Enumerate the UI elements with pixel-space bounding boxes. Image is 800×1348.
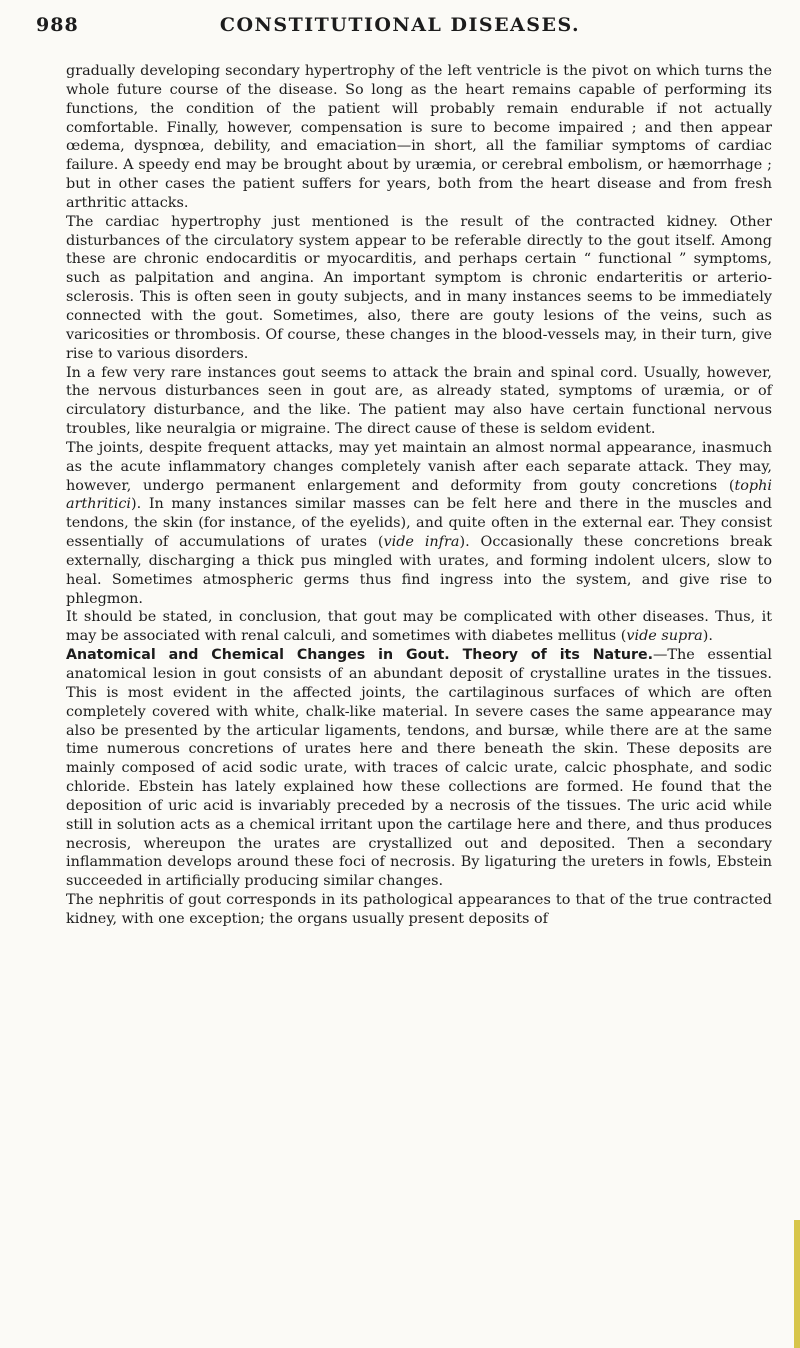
italic-term: vide infra [383,534,460,551]
section-heading: Anatomical and Chemical Changes in Gout. Theory of its Nature. [66,647,654,664]
body-text [66,62,772,929]
text-run: ). [702,628,713,645]
text-run: In a few very rare instances gout seems to attack the brain and spinal cord. Usually, however, the nervous disturbances seen in gout are, as already stated, symptoms of uræmia, or of circulatory disturbance, and the like. The patient may also have certain functional nervous troubles, like neuralgia or migraine. The direct cause of these is seldom evident. [66,364,772,438]
italic-term: vide supra [626,628,703,645]
page-number: 988 [36,14,79,36]
paragraph [66,213,772,364]
text-run: The cardiac hypertrophy just mentioned is the result of the contracted kidney. Other disturbances of the circulatory system appear to be referable directly to the gout itself. Among these are chronic endocarditis or myocarditis, and perhaps certain “ functional ” symptoms, such as palpitation and angina. An important symptom is chronic endarteritis or arterio-sclerosis. This is often seen in gouty subjects, and in many instances seems to be immediately connected with the gout. Sometimes, also, there are gouty lesions of the veins, such as varicosities or thrombosis. Of course, these changes in the blood-vessels may, in their turn, give rise to various disorders. [66,213,772,362]
running-title: CONSTITUTIONAL DISEASES. [219,14,581,36]
text-run: The joints, despite frequent attacks, may yet maintain an almost normal appearance, inasmuch as the acute inflammatory changes completely vanish after each separate attack. They may, however, undergo permanent enlargement and deformity from gouty concretions ( [66,439,772,494]
paragraph [66,608,772,646]
paragraph [66,891,772,929]
paragraph [66,439,772,609]
page-header [0,8,800,42]
text-run: The nephritis of gout corresponds in its pathological appearances to that of the true contracted kidney, with one exception; the organs usually present deposits of [66,892,772,927]
text-run: —The essential anatomical lesion in gout consists of an abundant deposit of crystalline urates in the tissues. This is most evident in the affected joints, the cartilaginous surfaces of which are often completely covered with white, chalk-like material. In severe cases the same appearance may also be presented by the articular ligaments, tendons, and bursæ, while there are at the same time numerous concretions of urates here and there beneath the skin. These deposits are mainly composed of acid sodic urate, with traces of calcic urate, calcic phosphate, and sodic chloride. Ebstein has lately explained how these collections are formed. He found that the deposition of uric acid is invariably preceded by a necrosis of the tissues. The uric acid while still in solution acts as a chemical irritant upon the cartilage here and there, and thus produces necrosis, whereupon the urates are crystallized out and deposited. Then a secondary inflammation develops around these foci of necrosis. By ligaturing the ureters in fowls, Ebstein succeeded in artificially producing similar changes. [66,647,772,890]
text-run: ). In many instances similar masses can be felt here and there in the muscles and tendons, the skin (for instance, of the eyelids), and quite often in the external ear. They consist essentially of accumulations of urates ( [66,496,772,551]
paragraph [66,62,772,213]
text-run: It should be stated, in conclusion, that gout may be complicated with other diseases. Thus, it may be associated with renal calculi, and sometimes with diabetes mellitus ( [66,609,772,645]
paragraph [66,364,772,439]
text-run: ). Occasionally these concretions break externally, discharging a thick pus mingled with urates, and forming indolent ulcers, slow to heal. Sometimes atmospheric germs thus find ingress into the system, and give rise to phlegmon. [66,534,772,607]
text-run: gradually developing secondary hypertrophy of the left ventricle is the pivot on which turns the whole future course of the disease. So long as the heart remains capable of performing its functions, the condition of the patient will probably remain endurable if not actually comfortable. Finally, however, compensation is sure to become impaired ; and then appear œdema, dyspnœa, debility, and emaciation—in short, all the familiar symptoms of cardiac failure. A speedy end may be brought about by uræmia, or cerebral embolism, or hæmorrhage ; but in other cases the patient suffers for years, both from the heart disease and from fresh arthritic attacks. [66,63,772,211]
italic-term: tophi arthritici [66,477,772,513]
page-edge-stain [794,1220,800,1348]
paragraph [66,646,772,891]
